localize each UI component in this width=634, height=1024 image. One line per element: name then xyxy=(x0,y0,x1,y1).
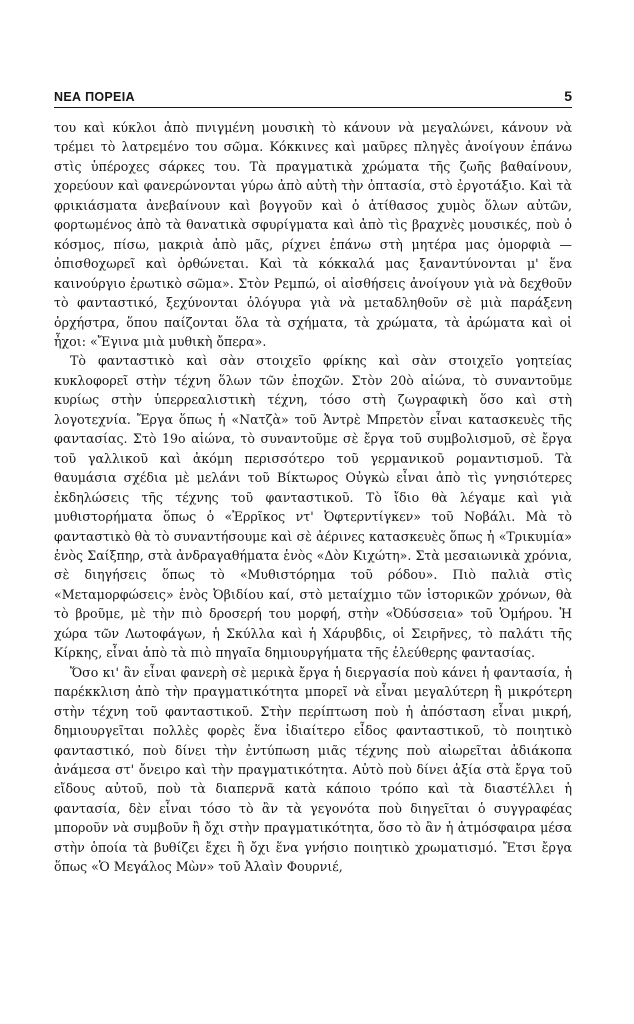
paragraph-continued: του καὶ κύκλοι ἀπὸ πνιγμένη μουσικὴ τὸ κάνουν νὰ μεγαλώνει, κάνουν νὰ τρέμει τὸ λατρεμένο του σῶμα. Κόκκινες καὶ μαῦρες πληγὲς ἀνοίγουν ἐπάνω στὶς ὑπέροχες σάρκες του. Τὰ πραγματικὰ χρώματα τῆς ζωῆς βαθαίνουν, χορεύουν καὶ φανερώνονται γύρω ἀπὸ αὐτὴ τὴν ὀπτασία, στὸ ἐργοτάξιο. Καὶ τὰ φρικιάσματα ἀνεβαίνουν καὶ βογγοῦν καὶ ὁ ἀτίθασος χυμὸς ὅλων αὐτῶν, φορτωμένος ἀπὸ τὰ θανατικὰ σφυρίγματα καὶ ἀπὸ τὶς βραχνὲς μουσικές, ποὺ ὁ κόσμος, πίσω, μακριὰ ἀπὸ μᾶς, ρίχνει ἐπάνω στὴ μητέρα μας ὁμορφιὰ — ὀπισθοχωρεῖ καὶ ὀρθώνεται. Καὶ τὰ κόκκαλά μας ξαναντύνονται μ' ἕνα καινούργιο ἐρωτικὸ σῶμα». Στὸν Ρεμπώ, οἱ αἰσθήσεις ἀνοίγουν γιὰ νὰ δεχθοῦν τὸ φανταστικό, ξεχύνονται ὁλόγυρα γιὰ νὰ μεταδληθοῦν σὲ μιὰ παράξενη ὀρχήστρα, ὅπου παίζονται ὅλα τὰ σχήματα, τὰ χρώματα, τὰ ἀρώματα καὶ οἱ ἦχοι: «Ἔγινα μιὰ μυθικὴ ὄπερα». xyxy=(54,120,572,349)
journal-title: ΝΕΑ ΠΟΡΕΙΑ xyxy=(54,90,135,104)
page-number: 5 xyxy=(564,88,572,104)
running-head xyxy=(54,88,572,108)
body-text xyxy=(54,118,572,877)
paragraph: Ὅσο κι' ἂν εἶναι φανερὴ σὲ μερικὰ ἔργα ἡ διεργασία ποὺ κάνει ἡ φαντασία, ἡ παρέκκλιση ἀπὸ τὴν πραγματικότητα μπορεῖ νὰ εἶναι μεγαλύτερη ἢ μικρότερη στὴν τέχνη τοῦ φανταστικοῦ. Στὴν περίπτωση ποὺ ἡ ἀπόσταση εἶναι μικρή, δημιουργεῖται πολλὲς φορὲς ἕνα ἰδιαίτερο εἶδος φανταστικοῦ, τὸ ποιητικὸ φανταστικό, ποὺ δίνει τὴν ἐντύπωση μιᾶς τέχνης ποὺ αἰωρεῖται ἀδιάκοπα ἀνάμεσα στ' ὄνειρο καὶ τὴν πραγματικότητα. Αὐτὸ ποὺ δίνει ἀξία στὰ ἔργα τοῦ εἴδους αὐτοῦ, ποὺ τὰ διαπερνᾶ κατὰ κάποιο τρόπο καὶ τὰ διαστέλλει ἡ φαντασία, δὲν εἶναι τόσο τὸ ἂν τὰ γεγονότα ποὺ διηγεῖται ὁ συγγραφέας μποροῦν νὰ συμβοῦν ἢ ὄχι στὴν πραγματικότητα, ὅσο τὸ ἂν ἡ ἀτμόσφαιρα μέσα στὴν ὁποία τὰ βυθίζει ἔχει ἢ ὄχι ἕνα γνήσιο ποιητικὸ χρωματισμό. Ἔτσι ἔργα ὅπως «Ὁ Μεγάλος Μὼν» τοῦ Ἀλαὶν Φουρνιέ, xyxy=(54,664,572,875)
paragraph: Τὸ φανταστικὸ καὶ σὰν στοιχεῖο φρίκης καὶ σὰν στοιχεῖο γοητείας κυκλοφορεῖ στὴν τέχνη ὅλων τῶν ἐποχῶν. Στὸν 20ὸ αἰώνα, τὸ συναντοῦμε κυρίως στὴν ὑπερρεαλιστικὴ τέχνη, τόσο στὴ ζωγραφικὴ ὅσο καὶ στὴ λογοτεχνία. Ἔργα ὅπως ἡ «Νατζὰ» τοῦ Ἀντρὲ Μπρετὸν εἶναι κατασκευὲς τῆς φαντασίας. Στὸ 19ο αἰώνα, τὸ συναντοῦμε σὲ ἔργα τοῦ συμβολισμοῦ, σὲ ἔργα τοῦ γαλλικοῦ καὶ ἀκόμη περισσότερο τοῦ γερμανικοῦ ρομαντισμοῦ. Τὰ θαυμάσια σχέδια μὲ μελάνι τοῦ Βίκτωρος Οὐγκὼ εἶναι ἀπὸ τὶς γνησιότερες ἐκδηλώσεις τῆς τέχνης τοῦ φανταστικοῦ. Τὸ ἴδιο θὰ λέγαμε καὶ γιὰ μυθιστορήματα ὅπως ὁ «Ἐρρῖκος ντ' Ὀφτερντίγκεν» τοῦ Νοβάλι. Μὰ τὸ φανταστικὸ θὰ τὸ συναντήσουμε καὶ σὲ ἀέρινες κατασκευὲς ὅπως ἡ «Τρικυμία» ἑνὸς Σαίξπηρ, στὰ ἀνδραγαθήματα ἑνὸς «Δὸν Κιχώτη». Στὰ μεσαιωνικὰ χρόνια, σὲ διηγήσεις ὅπως τὸ «Μυθιστόρημα τοῦ ρόδου». Πιὸ παλιὰ στὶς «Μεταμορφώσεις» ἑνὸς Ὀβιδίου καί, στὸ μεταίχμιο τῶν ἱστορικῶν χρόνων, θὰ τὸ βροῦμε, μὲ τὴν πιὸ δροσερή του μορφή, στὴν «Ὀδύσσεια» τοῦ Ὁμήρου. Ἡ χώρα τῶν Λωτοφάγων, ἡ Σκύλλα καὶ ἡ Χάρυβδις, οἱ Σειρῆνες, τὸ παλάτι τῆς Κίρκης, εἶναι ἀπὸ τὰ πιὸ πηγαῖα δημιουργήματα τῆς ἐλεύθερης φαντασίας. xyxy=(54,353,572,661)
